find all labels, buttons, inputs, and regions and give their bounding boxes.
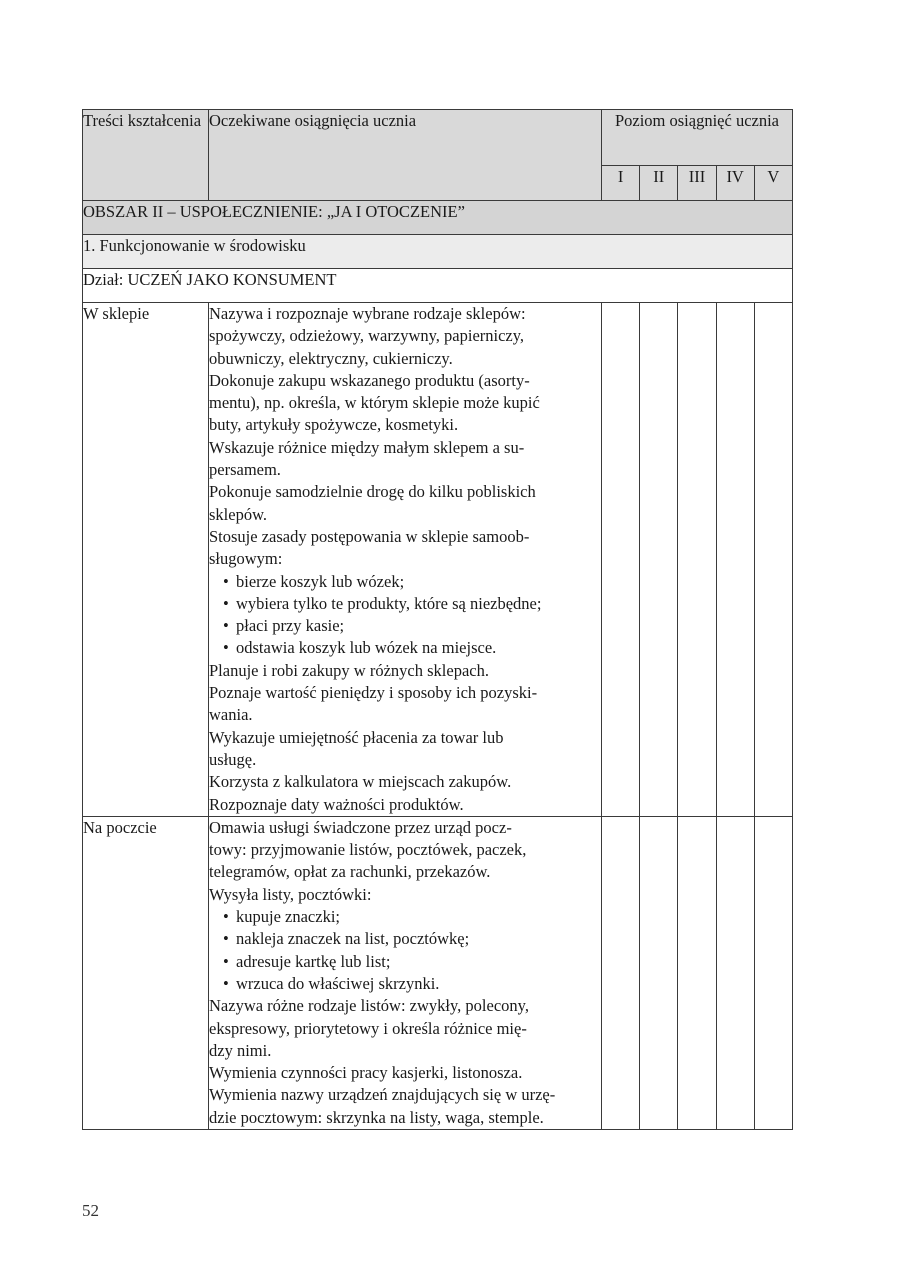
outcome-line: Nazywa i rozpoznaje wybrane rodzaje sklepów: — [209, 304, 526, 323]
bullet-icon: • — [223, 951, 229, 971]
outcome-line: Wymienia czynności pracy kasjerki, listonosza. — [209, 1063, 523, 1083]
table-row — [83, 816, 793, 1129]
outcome-line: Planuje i robi zakupy w różnych sklepach. — [209, 660, 489, 680]
outcome-line: Wskazuje różnice między małym sklepem a su- — [209, 437, 525, 457]
level-cell-5[interactable] — [754, 303, 792, 817]
outcome-line: sklepów. — [209, 504, 268, 524]
outcome-line: Stosuje zasady postępowania w sklepie samoob- — [209, 526, 530, 546]
level-cell-1[interactable] — [602, 816, 640, 1129]
outcome-line: Rozpoznaje daty ważności produktów. — [209, 794, 464, 814]
bullet-item: • wybiera tylko te produkty, które są niezbędne; — [209, 593, 601, 615]
outcomes-cell — [209, 816, 602, 1129]
curriculum-table — [82, 109, 793, 1130]
header-level-column: Poziom osiągnięć ucznia — [602, 110, 793, 166]
outcome-line: Nazywa różne rodzaje listów: zwykły, polecony, — [209, 996, 529, 1016]
level-cell-2[interactable] — [640, 816, 678, 1129]
bullet-icon: • — [223, 907, 229, 927]
outcome-line: dzy nimi. — [209, 1040, 272, 1060]
outcome-line: obuwniczy, elektryczny, cukierniczy. — [209, 348, 453, 368]
level-cell-5[interactable] — [754, 816, 792, 1129]
topic-cell: Na poczcie — [83, 816, 209, 1129]
outcomes-cell — [209, 303, 602, 817]
outcome-line: wania. — [209, 705, 253, 725]
bullet-item: • wrzuca do właściwej skrzynki. — [209, 973, 601, 995]
outcome-line: Wykazuje umiejętność płacenia za towar lub — [209, 727, 504, 747]
level-cell-4[interactable] — [716, 816, 754, 1129]
outcome-line: sługowym: — [209, 549, 283, 569]
bullet-item: • bierze koszyk lub wózek; — [209, 571, 601, 593]
outcome-line: Omawia usługi świadczone przez urząd pocz- — [209, 817, 512, 837]
level-cell-3[interactable] — [678, 816, 716, 1129]
page-number: 52 — [82, 1201, 99, 1220]
outcome-line: Wysyła listy, pocztówki: — [209, 884, 372, 904]
bullet-icon: • — [223, 571, 229, 591]
bullet-item: • płaci przy kasie; — [209, 615, 601, 637]
outcome-line: ekspresowy, priorytetowy i określa różnice mię- — [209, 1018, 527, 1038]
outcome-line: Dokonuje zakupu wskazanego produktu (asorty- — [209, 370, 530, 390]
outcome-line: mentu), np. określa, w którym sklepie może kupić — [209, 393, 540, 413]
level-cell-2[interactable] — [640, 303, 678, 817]
bullet-item: • adresuje kartkę lub list; — [209, 951, 601, 973]
table-row — [83, 303, 793, 817]
level-header-3: III — [678, 166, 716, 201]
bullet-icon: • — [223, 616, 229, 636]
outcome-line: Poznaje wartość pieniędzy i sposoby ich pozyski- — [209, 683, 538, 703]
outcome-line: telegramów, opłat za rachunki, przekazów. — [209, 862, 491, 882]
header-topic-column: Treści kształcenia — [83, 110, 209, 201]
level-header-4: IV — [716, 166, 754, 201]
level-header-2: II — [640, 166, 678, 201]
level-header-5: V — [754, 166, 792, 201]
level-cell-1[interactable] — [602, 303, 640, 817]
bullet-icon: • — [223, 973, 229, 993]
topic-cell: W sklepie — [83, 303, 209, 817]
level-header-1: I — [602, 166, 640, 201]
division-heading: Dział: UCZEŃ JAKO KONSUMENT — [83, 269, 793, 303]
bullet-icon: • — [223, 593, 229, 613]
outcome-line: Wymienia nazwy urządzeń znajdujących się w urzę- — [209, 1085, 556, 1105]
bullet-icon: • — [223, 638, 229, 658]
outcome-line: Pokonuje samodzielnie drogę do kilku pobliskich — [209, 482, 536, 502]
level-cell-4[interactable] — [716, 303, 754, 817]
header-outcome-column: Oczekiwane osiągnięcia ucznia — [209, 110, 602, 201]
outcome-line: buty, artykuły spożywcze, kosmetyki. — [209, 415, 459, 435]
bullet-item: • kupuje znaczki; — [209, 906, 601, 928]
outcome-line: Korzysta z kalkulatora w miejscach zakupów. — [209, 772, 512, 792]
outcome-line: towy: przyjmowanie listów, pocztówek, paczek, — [209, 840, 527, 860]
subsection-heading: 1. Funkcjonowanie w środowisku — [83, 235, 793, 269]
outcome-line: persamem. — [209, 460, 281, 480]
bullet-icon: • — [223, 929, 229, 949]
bullet-item: • odstawia koszyk lub wózek na miejsce. — [209, 637, 601, 659]
outcome-line: spożywczy, odzieżowy, warzywny, papierniczy, — [209, 326, 525, 346]
area-heading: OBSZAR II – USPOŁECZNIENIE: „JA I OTOCZENIE” — [83, 201, 793, 235]
level-cell-3[interactable] — [678, 303, 716, 817]
bullet-item: • nakleja znaczek na list, pocztówkę; — [209, 928, 601, 950]
outcome-line: dzie pocztowym: skrzynka na listy, waga, stemple. — [209, 1107, 544, 1127]
outcome-line: usługę. — [209, 749, 257, 769]
